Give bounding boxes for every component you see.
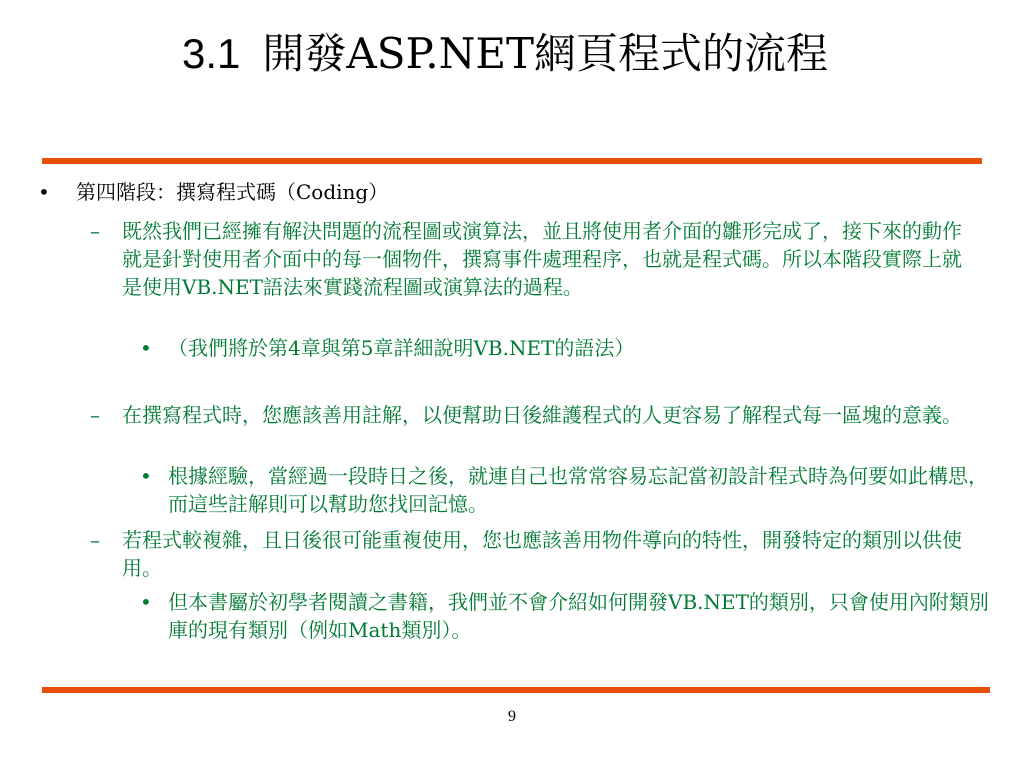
bullet-marker: • [140, 590, 152, 614]
level3-item-3 [140, 588, 998, 644]
level2-item-1 [90, 217, 972, 301]
level2-item-3 [90, 526, 972, 582]
item-1-sub-text: （我們將於第4章與第5章詳細說明VB.NET的語法） [168, 336, 635, 360]
dash-marker: – [90, 403, 100, 427]
section-number: 3.1 [182, 30, 241, 77]
item-3-text: 若程式較複雜，且日後很可能重複使用，您也應該善用物件導向的特性，開發特定的類別以供使用。 [122, 528, 962, 580]
level1-bullet-stage [38, 178, 388, 206]
title-divider [42, 158, 982, 164]
level2-item-2 [90, 401, 972, 429]
bullet-marker: • [140, 336, 152, 360]
dash-marker: – [90, 528, 100, 552]
dash-marker: – [90, 219, 100, 243]
stage-heading: 第四階段：撰寫程式碼（Coding） [76, 180, 389, 204]
bullet-marker: • [38, 180, 50, 204]
item-2-text: 在撰寫程式時，您應該善用註解，以便幫助日後維護程式的人更容易了解程式每一區塊的意義。 [122, 403, 962, 427]
level3-item-1 [140, 334, 998, 362]
level3-item-2 [140, 462, 998, 518]
bullet-marker: • [140, 464, 152, 488]
slide-title [182, 22, 942, 86]
item-3-sub-text: 但本書屬於初學者閱讀之書籍，我們並不會介紹如何開發VB.NET的類別，只會使用內附類別庫的現有類別（例如Math類別）。 [168, 590, 989, 642]
item-2-sub-text: 根據經驗，當經過一段時日之後，就連自己也常常容易忘記當初設計程式時為何要如此構思，而這些註解則可以幫助您找回記憶。 [168, 464, 988, 516]
page-number: 9 [508, 708, 516, 725]
item-1-text: 既然我們已經擁有解決問題的流程圖或演算法，並且將使用者介面的雛形完成了，接下來的動作就是針對使用者介面中的每一個物件，撰寫事件處理程序，也就是程式碼。所以本階段實際上就是使用VB.NET語法來實踐流程圖或演算法的過程。 [122, 219, 962, 299]
footer-divider [42, 687, 990, 693]
section-title-text: 開發ASP.NET網頁程式的流程 [262, 29, 829, 78]
